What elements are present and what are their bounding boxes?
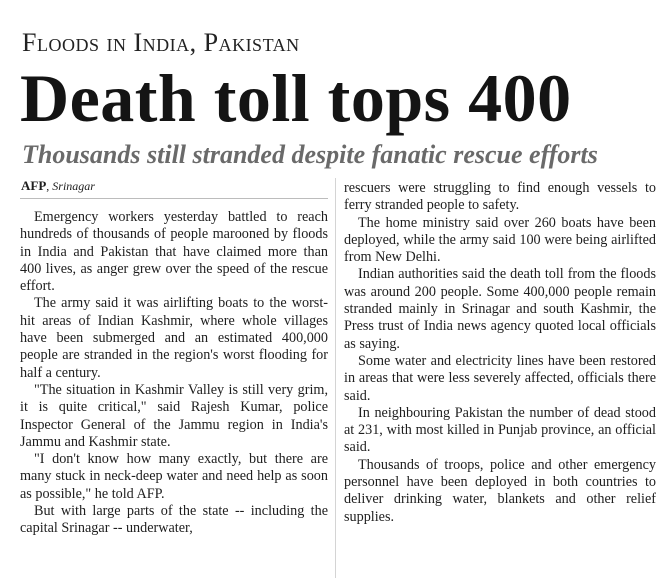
paragraph: "I don't know how many exactly, but there are many stuck in neck-deep water and need help as soon as possible," he told AFP.: [20, 451, 328, 502]
paragraph: Thousands of troops, police and other emergency personnel have been deployed in both countries to deliver drinking water, blankets and other relief supplies.: [344, 456, 656, 525]
paragraph: "The situation in Kashmir Valley is still very grim, it is quite critical," said Rajesh Kumar, police Inspector General of the Jammu region in India's Jammu and Kashmir state.: [20, 381, 328, 450]
paragraph-continued: rescuers were struggling to find enough vessels to ferry stranded people to safety.: [344, 180, 656, 214]
paragraph: But with large parts of the state -- including the capital Srinagar -- underwater,: [20, 503, 328, 537]
paragraph: The home ministry said over 260 boats have been deployed, while the army said 100 were being airlifted from New Delhi.: [344, 214, 656, 266]
paragraph: In neighbouring Pakistan the number of dead stood at 231, with most killed in Punjab province, an official said.: [344, 404, 656, 456]
byline: [20, 178, 328, 199]
article-left-column: [20, 178, 328, 538]
paragraph: Emergency workers yesterday battled to reach hundreds of thousands of people marooned by floods in India and Pakistan that have claimed more than 400 lives, as anger grew over the speed of the rescue effort.: [20, 209, 328, 295]
paragraph: Indian authorities said the death toll from the floods was around 200 people. Some 400,000 people remain stranded mainly in Srinagar and south Kashmir, the Press trust of India news agency quoted local officials as saying.: [344, 266, 656, 352]
column-divider: [335, 178, 336, 578]
article-headline: Death toll tops 400: [20, 60, 572, 136]
article-subheadline: Thousands still stranded despite fanatic rescue efforts: [22, 140, 598, 169]
paragraph: The army said it was airlifting boats to the worst-hit areas of Indian Kashmir, where whole villages have been submerged and an estimated 400,000 people are stranded in the region's worst flooding for half a century.: [20, 295, 328, 381]
byline-agency: AFP: [21, 178, 47, 193]
byline-location: Srinagar: [52, 179, 95, 193]
byline-separator: ,: [46, 179, 53, 193]
article-right-column: [344, 180, 656, 526]
paragraph: Some water and electricity lines have been restored in areas that were less severely affected, officials there said.: [344, 352, 656, 404]
article-kicker: Floods in India, Pakistan: [22, 28, 300, 57]
